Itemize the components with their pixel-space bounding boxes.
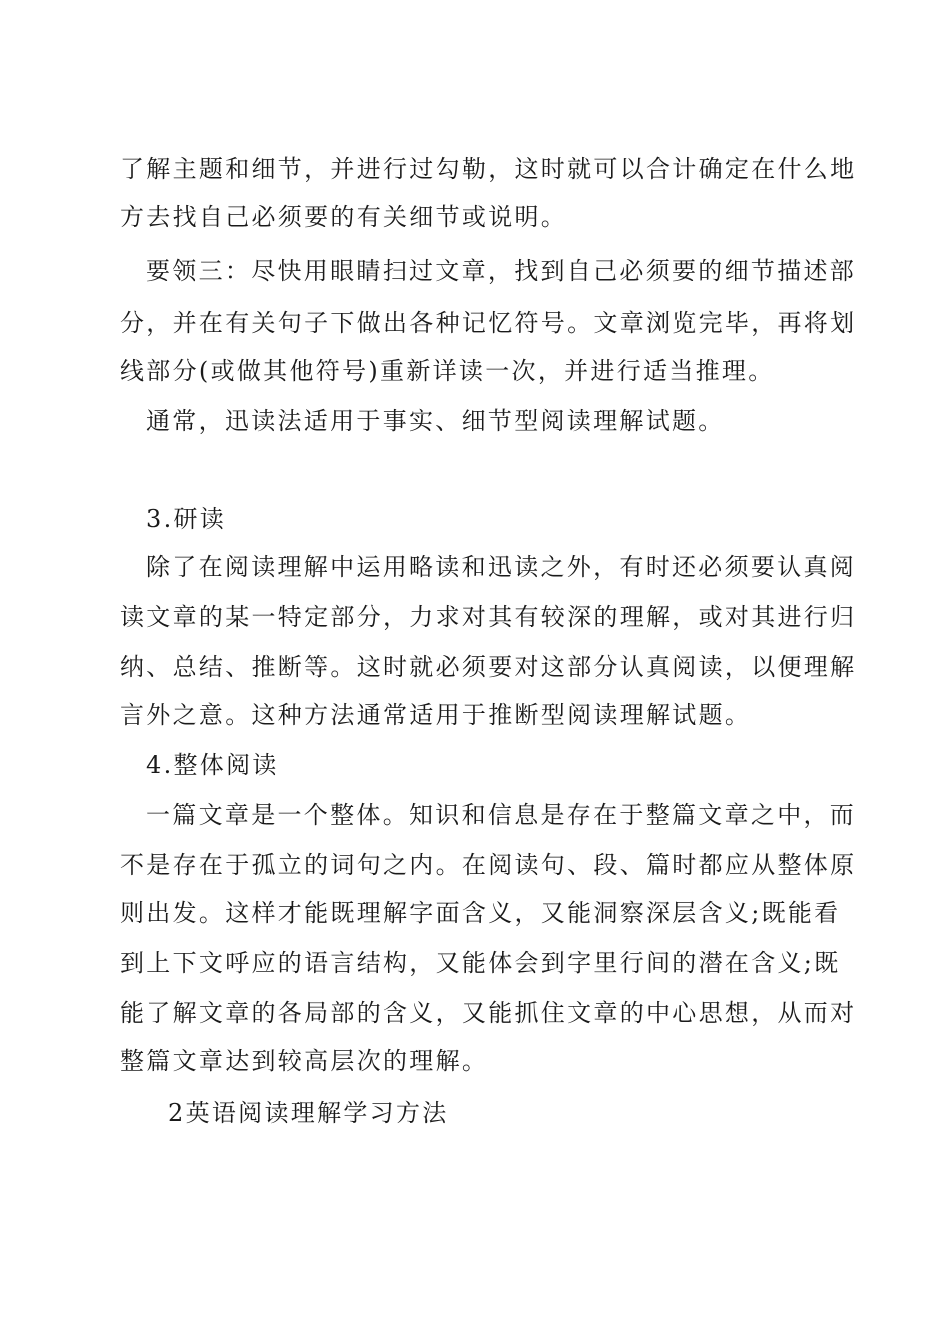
- paragraph-line: 整篇文章达到较高层次的理解。: [120, 1047, 489, 1075]
- paragraph-line: 纳、总结、推断等。这时就必须要对这部分认真阅读，以便理解: [120, 653, 857, 681]
- paragraph-line: 线部分(或做其他符号)重新详读一次，并进行适当推理。: [120, 357, 775, 385]
- paragraph-line: 到上下文呼应的语言结构，又能体会到字里行间的潜在含义;既: [120, 949, 841, 977]
- paragraph-line: 读文章的某一特定部分，力求对其有较深的理解，或对其进行归: [120, 603, 857, 631]
- paragraph-line: 言外之意。这种方法通常适用于推断型阅读理解试题。: [120, 701, 752, 729]
- paragraph-line: 方去找自己必须要的有关细节或说明。: [120, 203, 568, 231]
- paragraph-line: 不是存在于孤立的词句之内。在阅读句、段、篇时都应从整体原: [120, 851, 857, 879]
- paragraph-line: 能了解文章的各局部的含义，又能抓住文章的中心思想，从而对: [120, 999, 857, 1027]
- paragraph-line: 一篇文章是一个整体。知识和信息是存在于整篇文章之中，而: [146, 801, 857, 829]
- paragraph-line: 要领三：尽快用眼睛扫过文章，找到自己必须要的细节描述部: [146, 257, 857, 285]
- paragraph-line: 通常，迅读法适用于事实、细节型阅读理解试题。: [146, 407, 725, 435]
- paragraph-line: 分，并在有关句子下做出各种记忆符号。文章浏览完毕，再将划: [120, 309, 857, 337]
- section-heading: 2英语阅读理解学习方法: [168, 1099, 449, 1127]
- paragraph-line: 则出发。这样才能既理解字面含义，又能洞察深层含义;既能看: [120, 899, 841, 927]
- paragraph-line: 除了在阅读理解中运用略读和迅读之外，有时还必须要认真阅: [146, 553, 857, 581]
- section-heading: 4.整体阅读: [146, 751, 279, 779]
- paragraph-line: 了解主题和细节，并进行过勾勒，这时就可以合计确定在什么地: [120, 155, 857, 183]
- section-heading: 3.研读: [146, 505, 227, 533]
